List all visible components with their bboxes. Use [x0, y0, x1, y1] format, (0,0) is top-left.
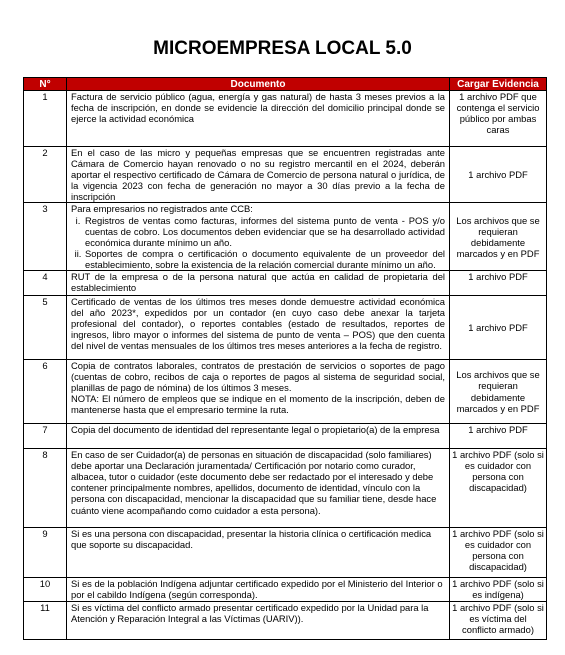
row-number: 2	[24, 147, 67, 203]
sub-item-marker: i.	[75, 214, 81, 226]
header-document: Documento	[67, 78, 450, 91]
row-number: 5	[24, 296, 67, 360]
row-number: 10	[24, 578, 67, 602]
row-evidence: 1 archivo PDF	[450, 271, 547, 296]
sub-item	[71, 215, 445, 248]
row-document: Si es víctima del conflicto armado presentar certificado expedido por la Unidad para la Atención y Reparación Integral a las Víctimas (UARIV)).	[67, 602, 450, 640]
row-document: Certificado de ventas de los últimos tres meses donde demuestre actividad económica del año 2023*, expedidos por un contador (en cuyo caso debe anexar la tarjeta profesional del contador), o reportes contables (estado de resultados, reportes de ingresos, libro mayor o informes del sistema de punto de venta – POS) que den cuenta del nivel de ventas mensuales de los últimos tres meses anteriores a la fecha de registro.	[67, 296, 450, 360]
row-evidence: 1 archivo PDF (solo si es víctima del conflicto armado)	[450, 602, 547, 640]
table-row	[24, 91, 547, 147]
row-document: En caso de ser Cuidador(a) de personas en situación de discapacidad (solo familiares) debe aportar una Declaración juramentada/ Certificación por notario como curador, albacea, tutor o cuidador (este documento debe ser redactado por el interesado y debe contener principalmente nombres, apellidos, documento de identidad, vínculo con la persona con discapacidad, mencionar la discapacidad que su familiar tiene, desde hace cuánto viene acompañando como cuidador a esta persona).	[67, 449, 450, 528]
table-row	[24, 360, 547, 424]
row-number: 4	[24, 271, 67, 296]
sub-item-text: Soportes de compra o certificación o documento equivalente de un proveedor del establecimiento, sobre la existencia de la relación comercial durante mínimo un año.	[85, 247, 445, 270]
row-evidence: 1 archivo PDF (solo si es indígena)	[450, 578, 547, 602]
row-evidence: 1 archivo PDF que contenga el servicio público por ambas caras	[450, 91, 547, 147]
row-number: 3	[24, 203, 67, 271]
table-row	[24, 602, 547, 640]
row-document-note: NOTA: El número de empleos que se indique en el momento de la inscripción, deben de mantenerse hasta que el empresario termine la ruta.	[71, 393, 445, 416]
row-number: 11	[24, 602, 67, 640]
table-row	[24, 449, 547, 528]
row-document	[67, 360, 450, 424]
header-evidence: Cargar Evidencia	[450, 78, 547, 91]
row-document: RUT de la empresa o de la persona natural que actúa en calidad de propietaria del establecimiento	[67, 271, 450, 296]
row-evidence: 1 archivo PDF	[450, 296, 547, 360]
header-number: N°	[24, 78, 67, 91]
row-document: Si es una persona con discapacidad, presentar la historia clínica o certificación medica que soporte su discapacidad.	[67, 528, 450, 578]
row-document	[67, 424, 450, 449]
row-number: 6	[24, 360, 67, 424]
table-header-row	[24, 78, 547, 91]
table-row	[24, 147, 547, 203]
row-number: 8	[24, 449, 67, 528]
row-evidence: Los archivos que se requieran debidamente marcados y en PDF	[450, 203, 547, 271]
row-document: Si es de la población Indígena adjuntar certificado expedido por el Ministerio del Interior o por el cabildo Indígena (según corresponda).	[67, 578, 450, 602]
table-row	[24, 528, 547, 578]
row-document-text: Copia del documento de identidad del representante legal o propietario(a) de la empresa	[71, 424, 440, 436]
row-document-text: Copia de contratos laborales, contratos de prestación de servicios o soportes de pago (cuentas de cobro, recibos de caja o reportes de pagos al sistema de seguridad social, planillas de pago de nómina) de los últimos 3 meses.	[71, 360, 445, 394]
row-document	[67, 203, 450, 271]
sub-item	[71, 248, 445, 270]
row-evidence: 1 archivo PDF	[450, 424, 547, 449]
requirements-table	[23, 77, 547, 640]
row-document-intro: Para empresarios no registrados ante CCB:	[71, 203, 253, 215]
row-document: Factura de servicio público (agua, energía y gas natural) de hasta 3 meses previos a la fecha de inscripción, en donde se evidencie la dirección del domicilio principal donde se ejerce la actividad económica	[67, 91, 450, 147]
row-number: 9	[24, 528, 67, 578]
table-row	[24, 203, 547, 271]
row-number: 7	[24, 424, 67, 449]
table-row	[24, 271, 547, 296]
page-title: MICROEMPRESA LOCAL 5.0	[153, 38, 412, 59]
table-row	[24, 578, 547, 602]
sub-item-text: Registros de ventas como facturas, informes del sistema punto de venta - POS y/o cuentas de cobro. Los documentos deben evidenciar que se ha desarrollado actividad económica durante mínimo un año.	[85, 214, 445, 248]
row-number: 1	[24, 91, 67, 147]
table-row	[24, 424, 547, 449]
row-evidence: Los archivos que se requieran debidamente marcados y en PDF	[450, 360, 547, 424]
row-evidence: 1 archivo PDF	[450, 147, 547, 203]
row-evidence: 1 archivo PDF (solo si es cuidador con persona con discapacidad)	[450, 528, 547, 578]
sub-item-marker: ii.	[74, 247, 82, 259]
row-document: En el caso de las micro y pequeñas empresas que se encuentren registradas ante Cámara de Comercio hayan renovado o no su registro mercantil en el 2024, deberán aportar el respectivo certificado de Cámara de Comercio de persona natural o jurídica, de la vigencia 2023 con fecha de generación no mayor a 30 días previo a la fecha de inscripción	[67, 147, 450, 203]
table-row	[24, 296, 547, 360]
row-evidence: 1 archivo PDF (solo si es cuidador con persona con discapacidad)	[450, 449, 547, 528]
